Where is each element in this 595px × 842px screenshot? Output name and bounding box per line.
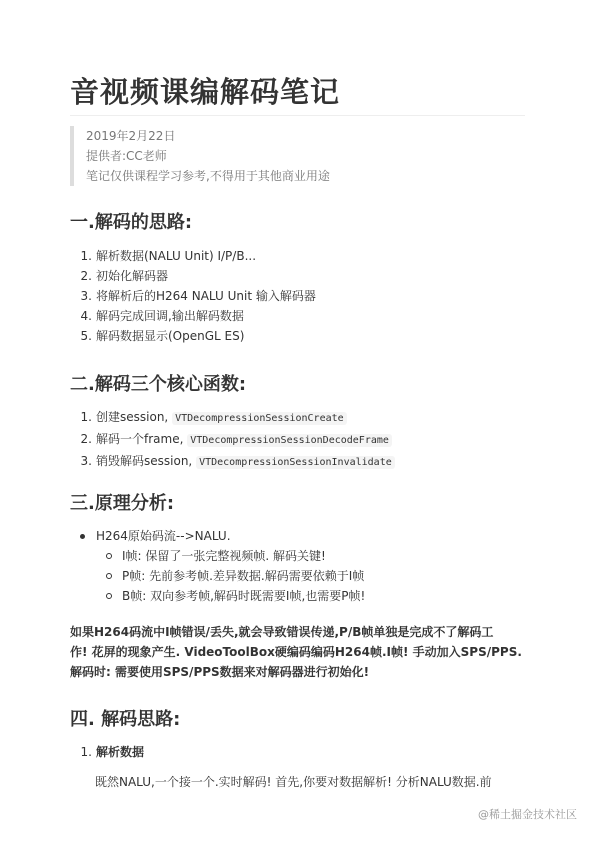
meta-author: 提供者:CC老师 [86,149,167,163]
circle-bullet-icon [106,553,112,559]
circle-bullet-icon [106,573,112,579]
list-item: 1. 创建session, VTDecompressionSessionCreate [96,407,395,429]
section-heading-4: 四. 解码思路: [70,709,181,730]
body-paragraph: 既然NALU,一个接一个.实时解码! 首先,你要对数据解析! 分析NALU数据.前 [95,775,492,789]
circle-bullet-icon [106,593,112,599]
list-item: H264原始码流-->NALU. [96,526,231,546]
bold-paragraph: 如果H264码流中I帧错误/丢失,就会导致错误传递,P/B帧单独是完成不了解码工 作! 花屏的现象产生. VideoToolBox硬编码编码H264帧.I帧! 手动加入SPS/PPS. 解码时: 需要使用SPS/PPS数据来对解码器进行初始化! [70,625,522,679]
section-heading-2: 二.解码三个核心函数: [70,374,247,395]
section4-list [80,742,145,762]
code-inline: VTDecompressionSessionDecodeFrame [187,434,392,447]
meta-blockquote [70,126,330,186]
section-heading-3: 三.原理分析: [70,493,175,514]
section3-list [96,526,231,546]
watermark: @稀土掘金技术社区 [478,808,577,821]
list-item: 3. 销毁解码session, VTDecompressionSessionInvalidate [96,451,395,473]
list-item: B帧: 双向参考帧,解码时既需要I帧,也需要P帧! [122,586,365,606]
list-item: 1. 解析数据 [80,745,145,759]
bullet-icon [80,534,85,539]
list-item: 1. 解析数据(NALU Unit) I/P/B... [80,249,257,263]
section3-sublist [122,546,365,606]
page-title: 音视频课编解码笔记 [70,75,341,109]
list-item: 4. 解码完成回调,输出解码数据 [80,309,244,323]
list-item: P帧: 先前参考帧.差异数据.解码需要依赖于I帧 [122,566,365,586]
title-divider [70,115,525,116]
section-heading-1: 一.解码的思路: [70,212,193,233]
meta-notice: 笔记仅供课程学习参考,不得用于其他商业用途 [86,169,330,183]
list-item: 3. 将解析后的H264 NALU Unit 输入解码器 [80,289,316,303]
list-item: I帧: 保留了一张完整视频帧. 解码关键! [122,546,365,566]
code-inline: VTDecompressionSessionInvalidate [196,456,395,469]
code-inline: VTDecompressionSessionCreate [172,412,347,425]
list-item: 5. 解码数据显示(OpenGL ES) [80,329,245,343]
section1-list [80,246,316,346]
list-item: 2. 初始化解码器 [80,269,169,283]
list-item: 2. 解码一个frame, VTDecompressionSessionDecodeFrame [96,429,395,451]
meta-date: 2019年2月22日 [86,129,176,143]
section2-list [80,407,395,473]
